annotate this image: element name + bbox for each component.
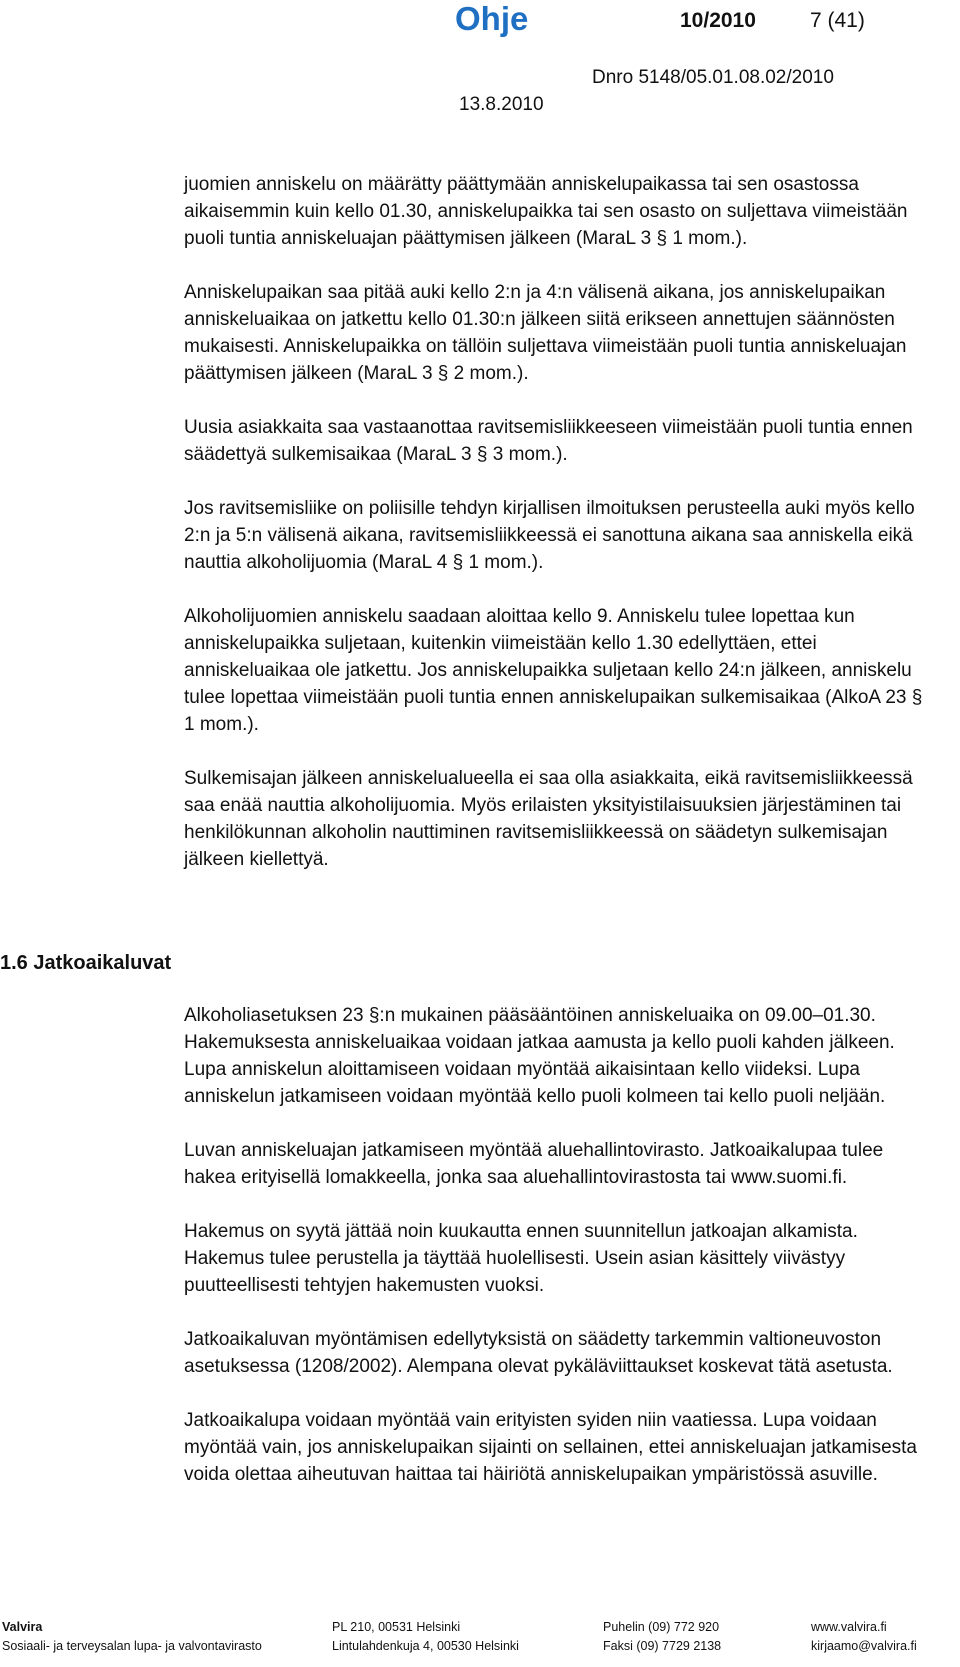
footer-postal-address: PL 210, 00531 Helsinki xyxy=(332,1620,461,1634)
document-number: 10/2010 xyxy=(680,9,756,32)
paragraph: Luvan anniskeluajan jatkamiseen myöntää aluehallintovirasto. Jatkoaikalupaa tulee hakea erityisellä lomakkeella, jonka saa aluehallintovirastosta tai www.suomi.fi. xyxy=(184,1140,884,1188)
footer-organization-full: Sosiaali- ja terveysalan lupa- ja valvontavirasto xyxy=(2,1639,262,1653)
paragraph: juomien anniskelu on määrätty päättymään anniskelupaikassa tai sen osastossa aikaisemmin kuin kello 01.30, anniskelupaikka tai sen osasto on suljettava viimeistään puoli tuntia anniskeluajan päättymisen jälkeen (MaraL 3 § 1 mom.). xyxy=(184,174,908,249)
paragraph: Anniskelupaikan saa pitää auki kello 2:n ja 4:n välisenä aikana, jos anniskelupaikan anniskeluaikaa on jatkettu kello 01.30:n jälkeen siitä erikseen annettujen säännösten mukaisesti. Anniskelupaikka on tällöin suljettava viimeistään puoli tuntia anniskeluajan päättymisen jälkeen (MaraL 3 § 2 mom.). xyxy=(184,282,907,384)
page-number: 7 (41) xyxy=(810,9,865,32)
document-type-title: Ohje xyxy=(455,0,529,37)
body-text-before-section xyxy=(184,171,932,873)
paragraph: Alkoholiasetuksen 23 §:n mukainen pääsääntöinen anniskeluaika on 09.00–01.30. Hakemuksesta anniskeluaikaa voidaan jatkaa aamusta ja kello puoli kahden jälkeen. Lupa anniskelun aloittamiseen voidaan myöntää aikaisintaan kello viideksi. Lupa anniskelun jatkamiseen voidaan myöntää kello puoli kolmeen tai kello puoli neljään. xyxy=(184,1005,895,1107)
document-date: 13.8.2010 xyxy=(459,94,544,115)
footer-street-address: Lintulahdenkuja 4, 00530 Helsinki xyxy=(332,1639,519,1653)
paragraph: Hakemus on syytä jättää noin kuukautta ennen suunnitellun jatkoajan alkamista. Hakemus tulee perustella ja täyttää huolellisesti. Usein asian käsittely viivästyy puutteellisesti tehtyjen hakemusten vuoksi. xyxy=(184,1221,858,1296)
paragraph: Alkoholijuomien anniskelu saadaan aloittaa kello 9. Anniskelu tulee lopettaa kun anniskelupaikka suljetaan, kuitenkin viimeistään kello 1.30 edellyttäen, ettei anniskeluaikaa ole jatkettu. Jos anniskelupaikka suljetaan kello 24:n jälkeen, anniskelu tulee lopettaa viimeistään puoli tuntia ennen anniskelupaikan sulkemisaikaa (AlkoA 23 § 1 mom.). xyxy=(184,606,923,735)
record-number: Dnro 5148/05.01.08.02/2010 xyxy=(592,67,834,88)
section-heading: 1.6 Jatkoaikaluvat xyxy=(0,952,172,974)
paragraph: Jatkoaikaluvan myöntämisen edellytyksistä on säädetty tarkemmin valtioneuvoston asetuksessa (1208/2002). Alempana olevat pykäläviittaukset koskevat tätä asetusta. xyxy=(184,1329,893,1377)
footer-row xyxy=(0,1618,960,1637)
paragraph: Sulkemisajan jälkeen anniskelualueella ei saa olla asiakkaita, eikä ravitsemisliikkeessä saa enää nauttia alkoholijuomia. Myös erilaisten yksityistilaisuuksien järjestäminen tai henkilökunnan alkoholin nauttiminen ravitsemisliikkeessä on säädetyn sulkemisajan jälkeen kiellettyä. xyxy=(184,768,913,870)
footer-phone: Puhelin (09) 772 920 xyxy=(603,1620,720,1634)
footer-email: kirjaamo@valvira.fi xyxy=(811,1639,917,1653)
body-text-section xyxy=(184,1002,932,1488)
footer-website: www.valvira.fi xyxy=(811,1620,887,1634)
paragraph: Jatkoaikalupa voidaan myöntää vain erityisten syiden niin vaatiessa. Lupa voidaan myöntää vain, jos anniskelupaikan sijainti on sellainen, ettei anniskeluajan jatkamisesta voida olettaa aiheutuvan haittaa tai häiriötä anniskelupaikan ympäristössä asuville. xyxy=(184,1410,917,1485)
paragraph: Jos ravitsemisliike on poliisille tehdyn kirjallisen ilmoituksen perusteella auki myös kello 2:n ja 5:n välisenä aikana, ravitsemisliikkeessä ei sanottuna aikana saa anniskella eikä nauttia alkoholijuomia (MaraL 4 § 1 mom.). xyxy=(184,498,915,573)
footer-organization: Valvira xyxy=(2,1620,43,1634)
page-footer xyxy=(0,1618,960,1656)
footer-row xyxy=(0,1637,960,1656)
paragraph: Uusia asiakkaita saa vastaanottaa ravitsemisliikkeeseen viimeistään puoli tuntia ennen säädettyä sulkemisaikaa (MaraL 3 § 3 mom.). xyxy=(184,417,913,465)
footer-fax: Faksi (09) 7729 2138 xyxy=(603,1639,722,1653)
